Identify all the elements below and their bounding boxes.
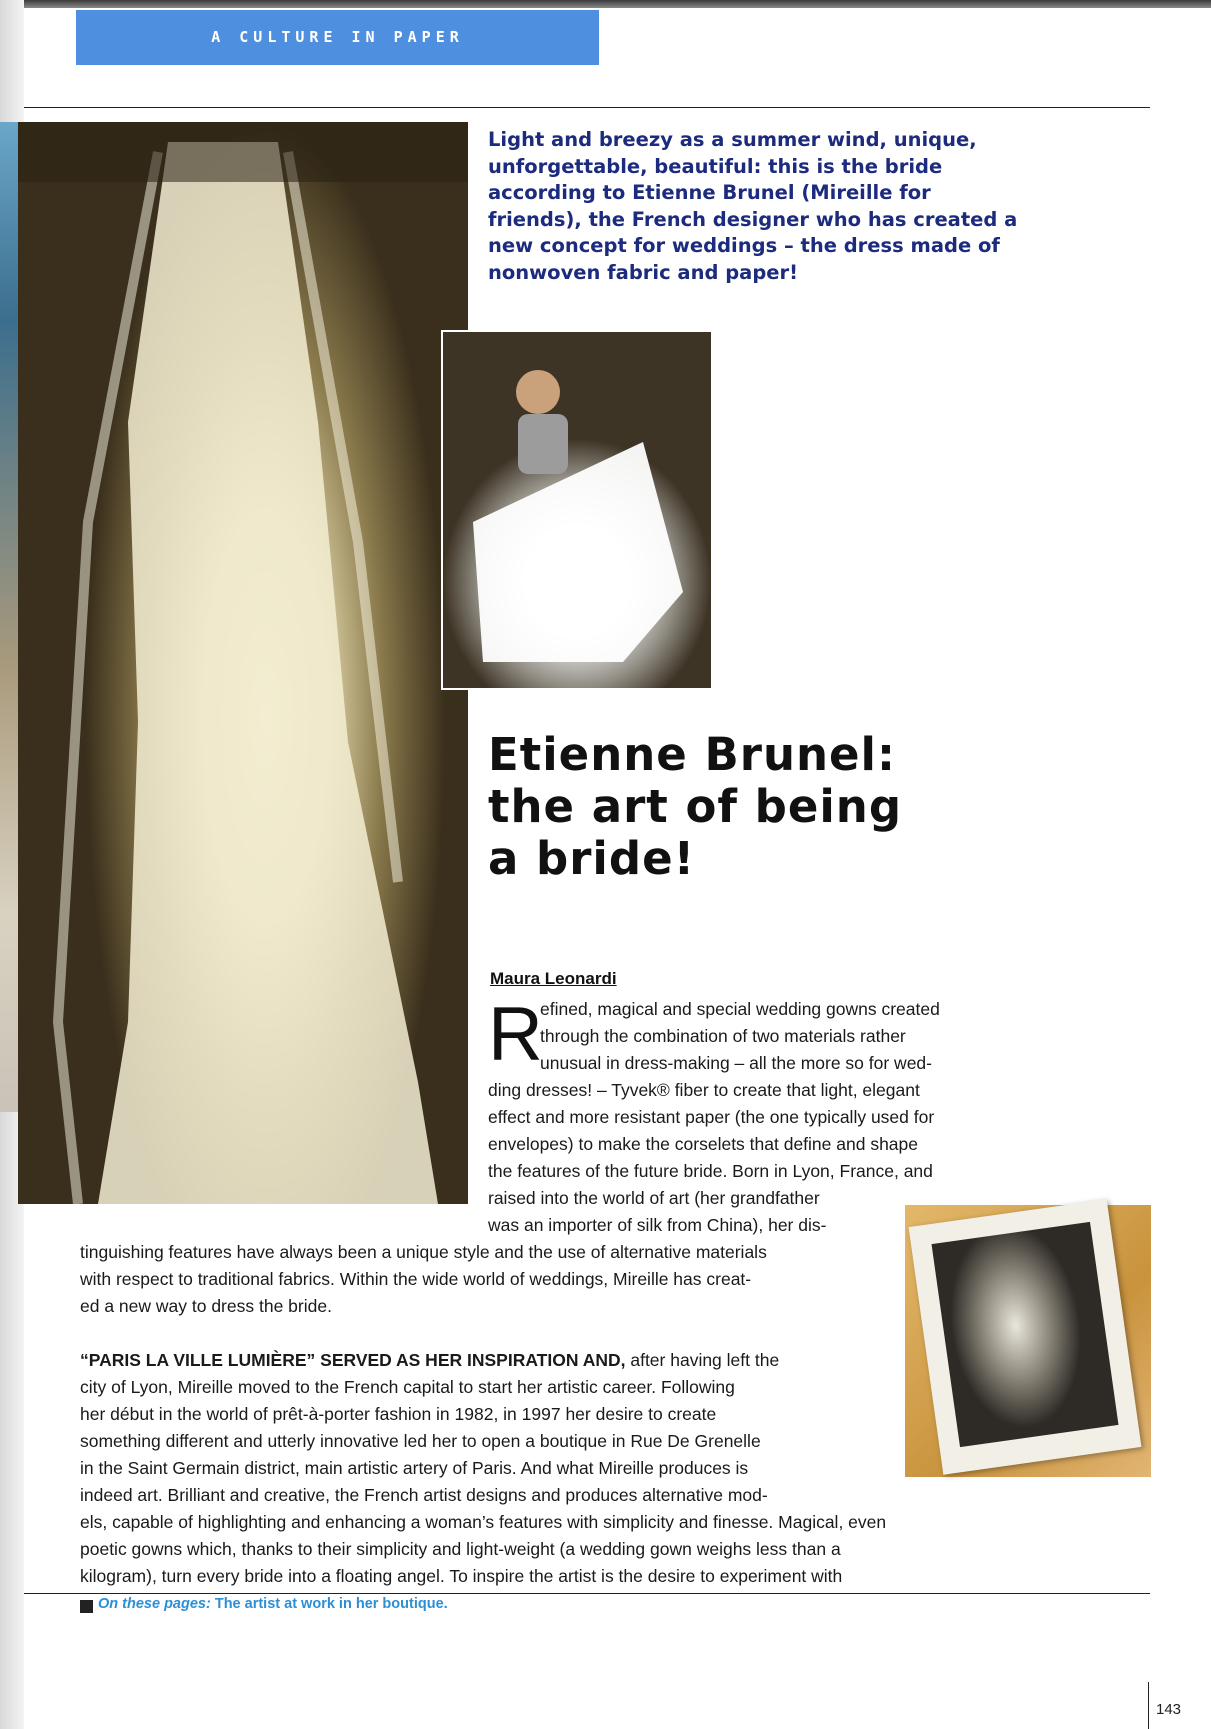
body-line: poetic gowns which, thanks to their simplicity and light-weight (a wedding gown weighs less than a xyxy=(80,1539,841,1559)
body-line: city of Lyon, Mireille moved to the French capital to start her artistic career. Following xyxy=(80,1377,735,1397)
photo-caption xyxy=(98,1596,448,1612)
body-line: efined, magical and special wedding gowns created xyxy=(540,999,940,1019)
body-line: indeed art. Brilliant and creative, the French artist designs and produces alternative mod- xyxy=(80,1485,768,1505)
scan-top-edge xyxy=(0,0,1211,8)
body-line: her début in the world of prêt-à-porter fashion in 1982, in 1997 her desire to create xyxy=(80,1404,717,1424)
body-line: kilogram), turn every bride into a floating angel. To inspire the artist is the desire to experiment with xyxy=(80,1566,843,1586)
lead-paragraph: Light and breezy as a summer wind, unique, unforgettable, beautiful: this is the bride according to Etienne Brunel (Mireille for friends), the French designer who has created a new concept for weddings – the dress made of nonwoven fabric and paper! xyxy=(488,128,1018,284)
top-rule xyxy=(24,107,1150,108)
body-line: ed a new way to dress the bride. xyxy=(80,1296,332,1316)
headline-line: a bride! xyxy=(488,832,696,885)
body-line: ding dresses! – Tyvek® fiber to create that light, elegant xyxy=(488,1080,920,1100)
body-line-rest: after having left the xyxy=(630,1350,780,1370)
body-line: was an importer of silk from China), her dis- xyxy=(488,1215,827,1235)
body-line: with respect to traditional fabrics. Within the wide world of weddings, Mireille has creat- xyxy=(80,1269,752,1289)
body-line: in the Saint Germain district, main artistic artery of Paris. And what Mireille produces is xyxy=(80,1458,749,1478)
headline-line: Etienne Brunel: xyxy=(488,728,896,781)
body-line: effect and more resistant paper (the one typically used for xyxy=(488,1107,935,1127)
wedding-dress-illustration xyxy=(18,122,468,1204)
wedding-dress-photo xyxy=(18,122,468,1204)
bottom-rule xyxy=(24,1593,1150,1594)
body-line: els, capable of highlighting and enhancing a woman’s features with simplicity and finesse. Magical, even xyxy=(80,1512,887,1532)
body-line: through the combination of two materials rather xyxy=(540,1026,906,1046)
body-line: tinguishing features have always been a unique style and the use of alternative materials xyxy=(80,1242,767,1262)
body-line: the features of the future bride. Born in Lyon, France, and xyxy=(488,1161,933,1181)
paragraph-lead-in: “PARIS LA VILLE LUMIÈRE” SERVED AS HER INSPIRATION AND, xyxy=(80,1350,626,1370)
article-headline xyxy=(488,729,1048,885)
drop-cap: R xyxy=(488,992,543,1077)
body-line: unusual in dress-making – all the more so for wed- xyxy=(540,1053,932,1073)
body-line: envelopes) to make the corselets that define and shape xyxy=(488,1134,918,1154)
designer-at-work-photo xyxy=(441,330,713,690)
body-line: something different and utterly innovative led her to open a boutique in Rue De Grenelle xyxy=(80,1431,761,1451)
caption-text: The artist at work in her boutique. xyxy=(214,1596,448,1612)
page-number-rule xyxy=(1148,1682,1149,1729)
designer-illustration xyxy=(443,332,711,688)
author-byline: Maura Leonardi xyxy=(490,969,617,988)
body-line: raised into the world of art (her grandfather xyxy=(488,1188,820,1208)
headline-line: the art of being xyxy=(488,780,903,833)
page-number: 143 xyxy=(1156,1701,1182,1718)
caption-bullet-icon xyxy=(80,1600,93,1613)
section-label: A CULTURE IN PAPER xyxy=(211,28,464,46)
beach-bride-photo xyxy=(932,1222,1119,1447)
caption-intro: On these pages: xyxy=(98,1596,211,1612)
body-line xyxy=(80,1347,779,1374)
